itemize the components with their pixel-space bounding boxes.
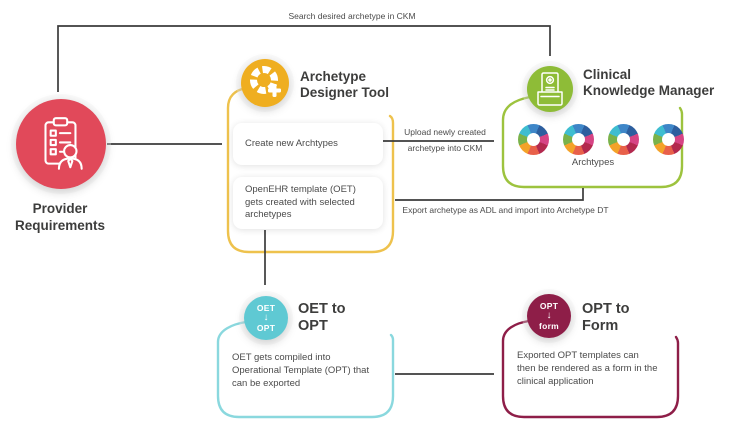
donut-hole [527,133,540,146]
archetypes-label: Archtypes [571,157,615,168]
oet-opt-badge-text [257,304,275,333]
badge-opt2: OPT [539,300,559,311]
donut-hole [662,133,675,146]
oet-desc-line3: can be exported [232,378,301,389]
search-arrow-label: Search desired archetype in CKM [288,11,416,21]
clipboard-person-icon [30,113,92,175]
oet-opt-title-line2: OPT [298,318,328,334]
opt-form-badge-icon [527,294,571,338]
archetype-designer-icon [241,59,289,107]
oet-opt-description [232,351,392,390]
oet-opt-title-line1: OET to [298,301,346,317]
create-archetypes-text: Create new Archtypes [245,137,338,149]
badge-oet: OET [256,302,276,313]
oet-desc-line2: Operational Template (OPT) that [232,365,370,376]
archetype-donut [653,124,684,155]
designer-title-line1: Archetype [300,69,367,84]
badge-form: form [538,321,560,331]
opt-form-title-line1: OPT to [582,301,630,317]
opt-form-badge-text [539,302,559,331]
upload-arrow-label-line1: Upload newly created [404,127,486,137]
create-archetypes-step [233,123,383,165]
archetype-donut [518,124,549,155]
arrow-export-to-designer [395,188,583,200]
provider-title-line1: Provider [32,201,88,216]
opt-form-title-line2: Form [582,318,619,334]
ckm-title [583,67,714,99]
ckm-title-line1: Clinical [583,67,632,82]
provider-title [0,200,130,234]
openehr-template-step [233,177,383,229]
opt-desc-line1: Exported OPT templates can [517,350,639,361]
provider-requirements-icon [16,99,106,189]
opt-desc-line3: clinical application [517,376,594,387]
designer-title-line2: Designer Tool [300,85,390,100]
archetype-donut [608,124,639,155]
badge-opt: OPT [256,323,276,333]
oet-desc-line1: OET gets compiled into [232,352,331,363]
oet-opt-badge-icon [244,296,288,340]
openehr-line2: gets created with selected [245,196,355,208]
openehr-line1: OpenEHR template (OET) [245,184,356,196]
opt-form-title [582,301,630,335]
down-arrow-glyph: ↓ [546,310,552,321]
donut-hole [572,133,585,146]
provider-title-line2: Requirements [14,218,106,233]
document-inbox-icon [527,66,573,112]
down-arrow-glyph: ↓ [263,312,269,323]
opt-desc-line2: then be rendered as a form in the [517,363,658,374]
export-arrow-label: Export archetype as ADL and import into Archetype DT [402,205,609,215]
ckm-icon [527,66,573,112]
opt-form-description [517,349,682,388]
segmented-donut-plus-icon [241,59,289,107]
openehr-line3: archetypes [245,209,292,221]
archetype-donut [563,124,594,155]
oet-opt-title [298,301,346,335]
donut-hole [617,133,630,146]
ckm-title-line2: Knowledge Manager [583,83,715,98]
upload-arrow-label-line2: archetype into CKM [407,143,483,153]
designer-title [300,69,389,101]
